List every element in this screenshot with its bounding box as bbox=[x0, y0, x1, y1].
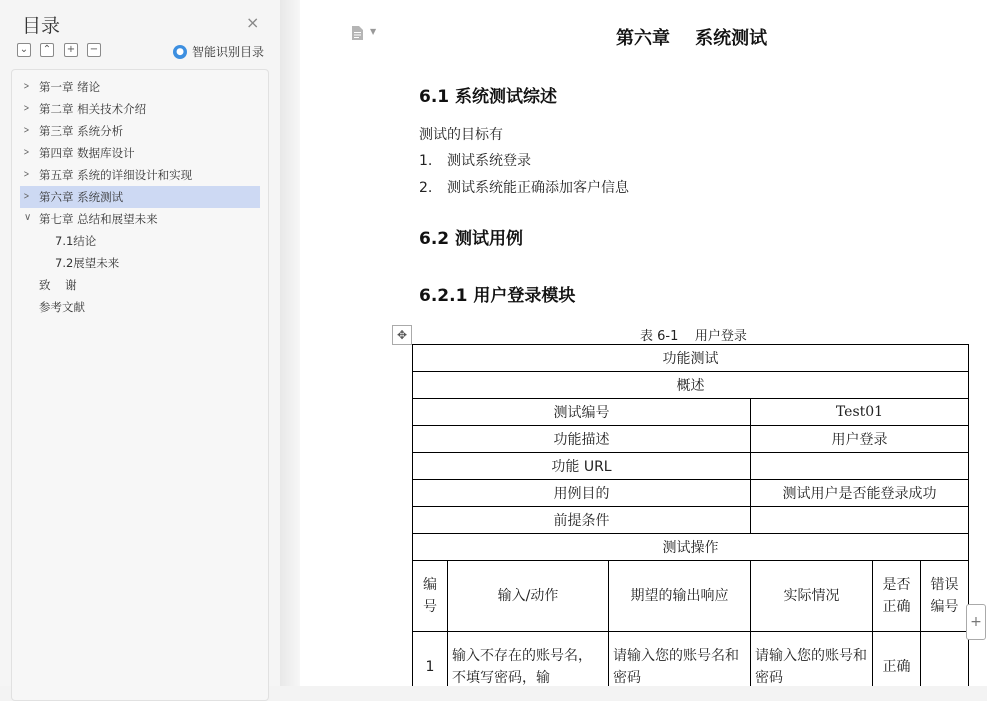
test-case-table bbox=[412, 344, 969, 686]
table-row bbox=[413, 399, 969, 426]
toc-item-7-2[interactable]: 7.2展望未来 bbox=[55, 256, 120, 270]
table-cell[interactable]: 功能测试 bbox=[413, 345, 969, 372]
table-cell[interactable]: 功能 URL bbox=[413, 453, 751, 480]
document-page[interactable] bbox=[300, 0, 987, 686]
expand-all-button[interactable]: ⌄ bbox=[17, 43, 31, 57]
toc-item-chapter-6[interactable]: > 第六章 系统测试 bbox=[20, 186, 260, 208]
toc-item-acknowledgements[interactable]: 致 谢 bbox=[39, 278, 77, 292]
intro-text: 测试的目标有 bbox=[419, 127, 503, 143]
smart-toc-label: 智能识别目录 bbox=[192, 45, 265, 59]
chapter-title: 第六章 系统测试 bbox=[616, 28, 768, 49]
remove-heading-button[interactable]: − bbox=[87, 43, 101, 57]
table-cell[interactable]: 测试用户是否能登录成功 bbox=[751, 480, 969, 507]
table-row bbox=[413, 507, 969, 534]
table-header-cell[interactable]: 错误编号 bbox=[921, 561, 969, 632]
table-cell[interactable]: 请输入您的账号名和密码 bbox=[609, 632, 751, 687]
chevron-right-icon[interactable]: > bbox=[23, 125, 30, 136]
table-cell[interactable]: 输入不存在的账号名，不填写密码，输 bbox=[448, 632, 609, 687]
chevron-down-icon[interactable]: ▼ bbox=[370, 27, 377, 36]
toc-item-chapter-2[interactable]: > 第二章 相关技术介绍 bbox=[12, 98, 260, 120]
close-icon[interactable]: × bbox=[246, 13, 260, 32]
table-row bbox=[413, 426, 969, 453]
table-header-cell[interactable]: 期望的输出响应 bbox=[609, 561, 751, 632]
toc-item-chapter-3[interactable]: > 第三章 系统分析 bbox=[12, 120, 260, 142]
table-cell[interactable]: 用户登录 bbox=[751, 426, 969, 453]
toc-sidebar bbox=[0, 0, 280, 686]
smart-recognize-icon: ● bbox=[173, 45, 187, 59]
add-heading-button[interactable]: + bbox=[64, 43, 78, 57]
section-6-1-heading: 6.1 系统测试综述 bbox=[419, 87, 558, 107]
table-cell[interactable] bbox=[921, 632, 969, 687]
table-cell[interactable]: 概述 bbox=[413, 372, 969, 399]
table-cell[interactable]: 1 bbox=[413, 632, 448, 687]
table-header-cell[interactable]: 编号 bbox=[413, 561, 448, 632]
table-row bbox=[413, 453, 969, 480]
table-header-cell[interactable]: 实际情况 bbox=[751, 561, 873, 632]
table-header-row bbox=[413, 561, 969, 632]
toc-item-chapter-7[interactable]: ∨ 第七章 总结和展望未来 bbox=[12, 208, 260, 230]
chevron-right-icon[interactable]: > bbox=[23, 169, 30, 180]
toc-item-references[interactable]: 参考文献 bbox=[39, 300, 85, 314]
sidebar-title: 目录 bbox=[22, 15, 61, 37]
table-row bbox=[413, 480, 969, 507]
table-header-cell[interactable]: 输入/动作 bbox=[448, 561, 609, 632]
table-cell[interactable]: 请输入您的账号和密码 bbox=[751, 632, 873, 687]
chevron-right-icon[interactable]: > bbox=[23, 103, 30, 114]
table-cell[interactable]: 测试编号 bbox=[413, 399, 751, 426]
toc-item-chapter-5[interactable]: > 第五章 系统的详细设计和实现 bbox=[12, 164, 260, 186]
document-icon[interactable] bbox=[352, 26, 363, 40]
table-cell[interactable] bbox=[751, 507, 969, 534]
table-row bbox=[413, 632, 969, 687]
table-header-cell[interactable]: 是否正确 bbox=[873, 561, 921, 632]
chevron-right-icon[interactable]: > bbox=[23, 147, 30, 158]
table-cell[interactable]: 测试操作 bbox=[413, 534, 969, 561]
toc-item-chapter-1[interactable]: > 第一章 绪论 bbox=[12, 76, 260, 98]
table-cell[interactable]: 前提条件 bbox=[413, 507, 751, 534]
section-6-2-heading: 6.2 测试用例 bbox=[419, 229, 524, 249]
collapse-all-button[interactable]: ⌃ bbox=[40, 43, 54, 57]
smart-toc-button[interactable] bbox=[173, 43, 264, 60]
table-cell[interactable]: 用例目的 bbox=[413, 480, 751, 507]
list-item: 1. 测试系统登录 bbox=[419, 153, 531, 169]
panel-divider[interactable] bbox=[280, 0, 300, 686]
table-cell[interactable]: 功能描述 bbox=[413, 426, 751, 453]
chevron-right-icon[interactable]: > bbox=[23, 191, 30, 202]
table-cell[interactable]: 正确 bbox=[873, 632, 921, 687]
table-cell[interactable]: Test01 bbox=[751, 399, 969, 426]
table-move-handle-icon[interactable]: ✥ bbox=[392, 325, 412, 345]
toc-item-chapter-4[interactable]: > 第四章 数据库设计 bbox=[12, 142, 260, 164]
list-item: 2. 测试系统能正确添加客户信息 bbox=[419, 180, 629, 196]
table-caption: 表 6-1 用户登录 bbox=[640, 329, 747, 344]
section-6-2-1-heading: 6.2.1 用户登录模块 bbox=[419, 286, 576, 306]
table-cell[interactable] bbox=[751, 453, 969, 480]
toc-item-7-1[interactable]: 7.1结论 bbox=[55, 234, 97, 248]
add-column-button[interactable]: + bbox=[966, 604, 986, 640]
toc-list bbox=[11, 69, 269, 701]
chevron-down-icon[interactable]: ∨ bbox=[24, 212, 32, 223]
chevron-right-icon[interactable]: > bbox=[23, 81, 30, 92]
